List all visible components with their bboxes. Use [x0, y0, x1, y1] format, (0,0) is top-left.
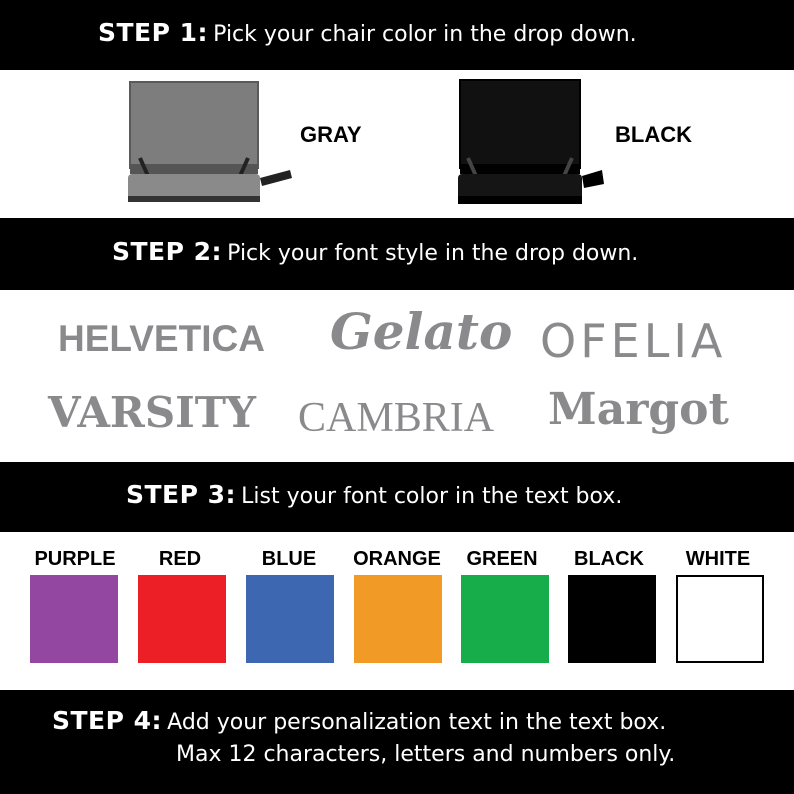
color-swatch-black [568, 575, 656, 663]
color-label-purple: PURPLE [34, 548, 116, 570]
color-label-blue: BLUE [261, 548, 317, 570]
step-4-banner [0, 690, 794, 794]
font-sample-margot: Margot [548, 384, 729, 435]
step-1-banner [0, 0, 794, 70]
font-sample-cambria: CAMBRIA [298, 395, 495, 441]
color-label-white: WHITE [685, 548, 751, 570]
color-swatch-green [461, 575, 549, 663]
font-sample-gelato: Gelato [330, 302, 513, 361]
step-4-label: STEP 4: [52, 706, 163, 735]
step-4-text-line-1: Add your personalization text in the text box. [167, 710, 667, 735]
step-2-label: STEP 2: [112, 237, 223, 266]
step-4-text-line-2: Max 12 characters, letters and numbers only. [176, 742, 676, 767]
step-1-label: STEP 1: [98, 18, 209, 47]
black-chair-image [446, 78, 606, 212]
black-chair-label: BLACK [615, 122, 692, 147]
step-3-text: List your font color in the text box. [241, 484, 623, 509]
color-swatch-white [676, 575, 764, 663]
gray-chair-image [118, 78, 298, 208]
color-label-red: RED [158, 548, 202, 570]
color-swatch-purple [30, 575, 118, 663]
step-3-label: STEP 3: [126, 480, 237, 509]
color-swatch-red [138, 575, 226, 663]
step-2-text: Pick your font style in the drop down. [227, 241, 639, 266]
color-label-orange: ORANGE [353, 548, 441, 570]
gray-chair-label: GRAY [300, 122, 362, 147]
color-label-green: GREEN [466, 548, 538, 570]
font-sample-ofelia: OFELIA [540, 314, 727, 368]
color-swatch-orange [354, 575, 442, 663]
color-label-black: BLACK [574, 548, 644, 570]
font-sample-varsity: VARSITY [48, 388, 257, 437]
step-3-banner [0, 462, 794, 532]
step-1-text: Pick your chair color in the drop down. [213, 22, 637, 47]
font-sample-helvetica: HELVETICA [58, 318, 265, 359]
step-2-banner [0, 218, 794, 290]
color-swatch-blue [246, 575, 334, 663]
